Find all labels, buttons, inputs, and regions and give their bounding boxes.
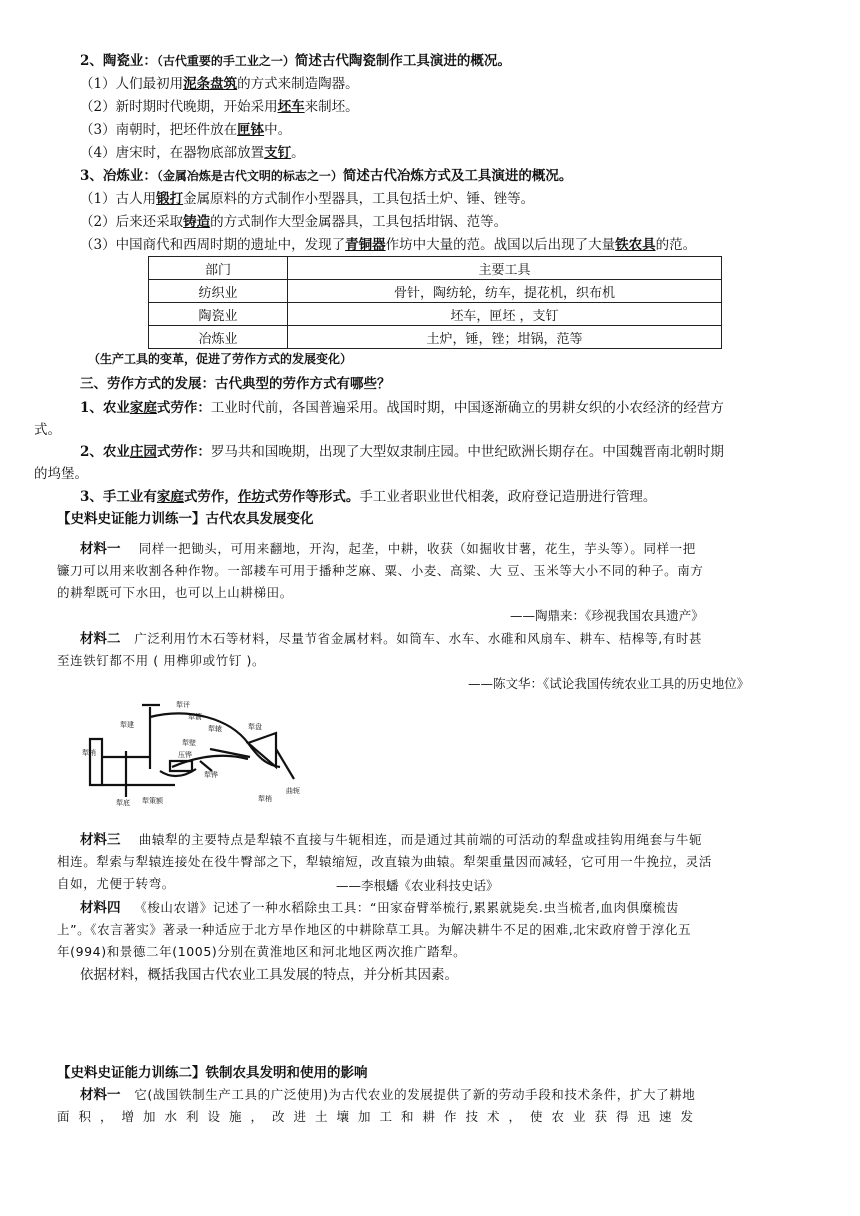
svg-text:犁箭: 犁箭 — [188, 713, 202, 721]
svg-text:曲轭: 曲轭 — [286, 787, 300, 795]
material-1-citation: ——陶鼎来：《珍视我国农具遗产》 — [510, 608, 704, 623]
labor-paragraph-2: 2、农业庄园式劳作：罗马共和国晚期，出现了大型奴隶制庄园。中世纪欧洲长期存在。中国魏晋南北朝时期 的坞堡。 — [34, 444, 724, 482]
training-2-material-1-line-2: 面积，增加水利设施，改进土壤加工和耕作技术，使农业获得迅速发 — [57, 1109, 703, 1124]
training-1-question: 依据材料，概括我国古代农业工具发展的特点，并分析其因素。 — [80, 967, 458, 983]
table-cell: 坯车，匣坯 ，支钉 — [288, 303, 722, 326]
labor-paragraph-3: 3、手工业有家庭式劳作，作坊式劳作等形式。手工业者职业世代相袭，政府登记造册进行管理。 — [80, 489, 657, 505]
material-4-line-3: 年(994)和景德二年(1005)分别在黄淮地区和河北地区两次推广踏犁。 — [57, 944, 467, 959]
ceramics-item-3: （3）南朝时，把坯件放在匣钵中。 — [80, 122, 292, 138]
svg-text:犁建: 犁建 — [120, 721, 134, 729]
ceramics-item-4: （4）唐宋时，在器物底部放置支钉。 — [80, 145, 305, 161]
labor-section-title: 三、劳作方式的发展：古代典型的劳作方式有哪些？ — [80, 376, 391, 392]
smelting-heading: 3、冶炼业：（金属冶炼是古代文明的标志之一）简述古代冶炼方式及工具演进的概况。 — [80, 168, 573, 184]
svg-text:犁梢: 犁梢 — [258, 795, 272, 803]
smelting-item-3: （3）中国商代和西周时期的遗址中，发现了青铜器作坊中大量的范。战国以后出现了大量铁农具的范。 — [80, 237, 697, 253]
material-3-line-1: 材料三 曲辕犁的主要特点是犁辕不直接与牛轭相连，而是通过其前端的可活动的犁盘或挂钩用绳套与牛轭 — [80, 832, 703, 848]
table-cell: 冶炼业 — [149, 326, 288, 349]
material-2-citation: ——陈文华：《试论我国传统农业工具的历史地位》 — [468, 676, 750, 691]
material-1-line-3: 的耕犁既可下水田，也可以上山耕梯田。 — [57, 585, 293, 600]
tools-table — [148, 256, 722, 349]
table-header-cell: 部门 — [149, 257, 288, 280]
material-3-line-2: 相连。犁索与犁辕连接处在役牛臀部之下，犁辕缩短，改直辕为曲辕。犁架重量因而减轻，它可用一牛挽拉，灵活 — [57, 854, 713, 869]
material-3-line-3: 自如，尤便于转弯。 — [57, 876, 175, 891]
table-cell: 陶瓷业 — [149, 303, 288, 326]
table-header-cell: 主要工具 — [288, 257, 722, 280]
table-cell: 骨针，陶纺轮，纺车，提花机，织布机 — [288, 280, 722, 303]
smelting-item-1: （1）古人用锻打金属原料的方式制作小型器具，工具包括土炉、锤、锉等。 — [80, 191, 535, 207]
material-1-line-1: 材料一 同样一把锄头，可用来翻地，开沟，起垄，中耕，收获（如掘收甘薯，花生，芋头等）。同样一把 — [80, 541, 696, 557]
table-header-row — [149, 257, 722, 280]
smelting-item-2: （2）后来还采取铸造的方式制作大型金属器具，工具包括坩锅、范等。 — [80, 214, 508, 230]
training-2-material-1-line-1: 材料一 它(战国铁制生产工具的广泛使用)为古代农业的发展提供了新的劳动手段和技术条件，扩大了耕地 — [80, 1087, 696, 1103]
curved-plow-illustration — [80, 697, 310, 809]
table-note: （生产工具的变革，促进了劳作方式的发展变化） — [88, 352, 353, 366]
material-4-line-1: 材料四 《梭山农谱》记述了一种水稻除虫工具：“田家奋臂举梳行,累累就毙矣.虫当梳者,血肉俱糜梳齿 — [80, 900, 680, 916]
material-4-line-2: 上”。《农言著实》著录一种适应于北方旱作地区的中耕除草工具。为解决耕牛不足的困难,北宋政府曾于淳化五 — [57, 922, 692, 937]
table-row — [149, 326, 722, 349]
table-cell: 土炉，锤，锉；坩锅，范等 — [288, 326, 722, 349]
labor-paragraph-1: 1、农业家庭式劳作：工业时代前，各国普遍采用。战国时期，中国逐渐确立的男耕女织的小农经济的经营方 式。 — [34, 400, 724, 438]
training-2-title: 【史料史证能力训练二】铁制农具发明和使用的影响 — [57, 1065, 368, 1081]
svg-text:犁评: 犁评 — [176, 701, 190, 709]
svg-text:犁梢: 犁梢 — [82, 749, 96, 757]
svg-text:犁壁: 犁壁 — [182, 739, 196, 747]
material-2-line-1: 材料二 广泛利用竹木石等材料，尽量节省金属材料。如筒车、水车、水碓和风扇车、耕车、桔槔等,有时甚 — [80, 631, 703, 647]
ceramics-heading: 2、陶瓷业：（古代重要的手工业之一）简述古代陶瓷制作工具演进的概况。 — [80, 53, 511, 69]
training-1-title: 【史料史证能力训练一】古代农具发展变化 — [57, 511, 314, 527]
table-cell: 纺织业 — [149, 280, 288, 303]
svg-text:犁盘: 犁盘 — [248, 723, 262, 731]
svg-text:犁策额: 犁策额 — [142, 797, 163, 805]
ceramics-item-2: （2）新时期时代晚期，开始采用坯车来制坯。 — [80, 99, 359, 115]
svg-text:犁铧: 犁铧 — [204, 771, 218, 779]
ceramics-item-1: （1）人们最初用泥条盘筑的方式来制造陶器。 — [80, 76, 359, 92]
svg-text:压铧: 压铧 — [178, 751, 192, 759]
material-3-citation: ——李根蟠《农业科技史话》 — [336, 878, 499, 893]
material-1-line-2: 镰刀可以用来收割各种作物。一部耧车可用于播种芝麻、粟、小麦、高粱、大 豆、玉米等大小不同的种子。南方 — [57, 563, 704, 578]
table-row — [149, 280, 722, 303]
material-2-line-2: 至连铁钉都不用 ( 用榫卯或竹钉 )。 — [57, 653, 266, 668]
table-row — [149, 303, 722, 326]
svg-text:犁辕: 犁辕 — [208, 725, 222, 733]
svg-text:犁底: 犁底 — [116, 799, 130, 807]
